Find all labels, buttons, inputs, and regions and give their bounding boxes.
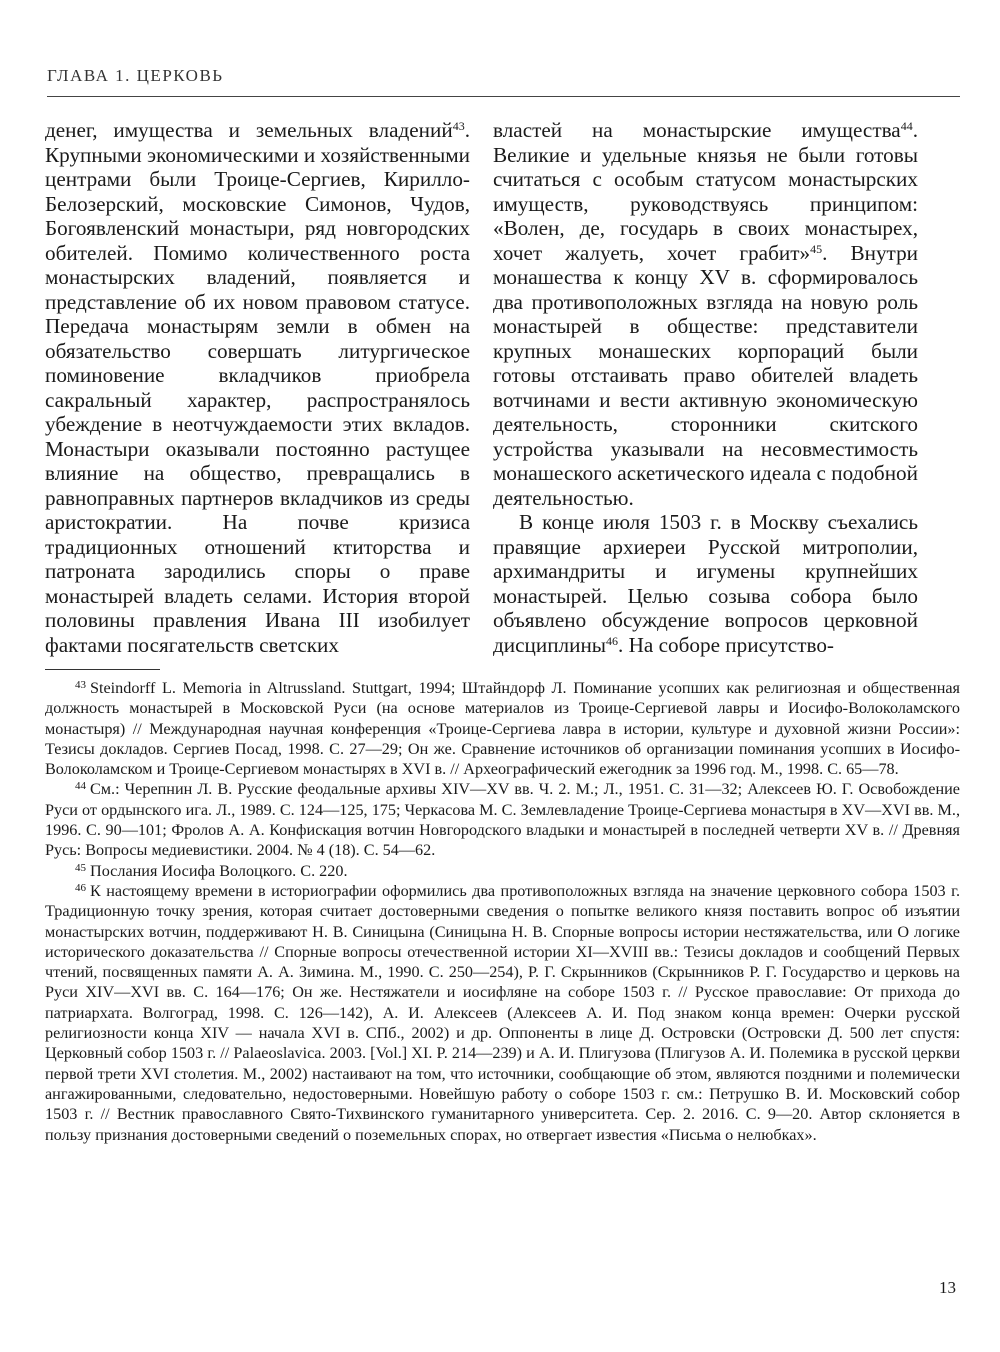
footnote-46	[45, 881, 960, 1145]
header-rule	[47, 96, 960, 97]
body-paragraph	[493, 118, 918, 510]
footnote-number: 43	[75, 679, 86, 691]
page-number: 13	[939, 1278, 956, 1297]
paragraph-text: властей на монастырские имущества	[493, 118, 901, 142]
footnote-ref[interactable]: 46	[606, 633, 619, 648]
footnote-ref[interactable]: 44	[900, 119, 913, 133]
footnote-number: 45	[75, 861, 86, 874]
paragraph-text: В конце июля 1503 г. в Москву съехались правящие архиереи Русской митрополии, архимандриты и игумены крупнейших монастырей. Целью созыва собора было объявлено обсуждение вопросов церковной дисциплины	[493, 510, 918, 657]
footnote-text: См.: Черепнин Л. В. Русские феодальные архивы XIV—XV вв. Ч. 2. М.; Л., 1951. С. 31—32; Алексеев Ю. Г. Освобождение Руси от ордынского ига. Л., 1989. С. 124—125, 175; Черкасова М. С. Землевладение Троице-Сергиева монастыря в XV—XVI вв. М., 1996. С. 90—101; Фролов А. А. Конфискация вотчин Новгородского владыки и монастырей в последней четверти XV в. // Древняя Русь: Вопросы медиевистики. 2004. № 4 (18). С. 54—62.	[45, 780, 960, 860]
footnote-43	[45, 678, 960, 779]
left-column	[45, 118, 470, 657]
running-head: ГЛАВА 1. ЦЕРКОВЬ	[47, 66, 224, 85]
footnote-text: Послания Иосифа Волоцкого. С. 220.	[90, 861, 348, 880]
footnote-separator	[45, 669, 160, 670]
paragraph-text: . Крупными экономическими и хозяйственными центрами были Троице-Сергиев, Кирилло-Белозерский, московские Симонов, Чудов, Богоявленский монастыри, ряд новгородских обителей. Помимо количественного роста монастырских владений, появляется и представление об их новом правовом статусе. Передача монастырям земли в обмен на обязательство совершать литургическое поминовение вкладчиков приобрела сакральный характер, распространялось убеждение в неотчуждаемости этих вкладов. Монастыри оказывали постоянно растущее влияние на общество, превращались в равноправных партнеров вкладчиков из среды аристократии. На почве кризиса традиционных отношений ктиторства и патроната зародились споры о праве монастырей владеть селами. История второй половины правления Ивана III изобилует фактами посягательств светских	[45, 118, 470, 657]
paragraph-text: . На соборе присутство-	[618, 632, 834, 657]
footnote-number: 46	[75, 881, 86, 894]
footnote-text: Steindorff L. Memoria in Altrussland. Stuttgart, 1994; Штайндорф Л. Поминание усопших как религиозная и общественная должность монастырей в Московской Руси (на основе материалов из Троице-Сергиевой лавры и Иосифо-Волоколамского монастыря) // Международная научная конференция «Троице-Сергиева лавра в истории, культуре и духовной жизни России»: Тезисы докладов. Сергиев Посад, 1998. С. 27—29; Он же. Сравнение источников об организации поминания усопших в Иосифо-Волоколамском и Троице-Сергиевом монастырях в XVI в. // Археографический ежегодник за 1996 год. М., 1998. С. 65—78.	[45, 679, 960, 779]
paragraph-text: денег, имущества и земельных владений	[45, 118, 453, 142]
footnote-45	[45, 861, 960, 881]
paragraph-text: . Внутри монашества к концу XV в. сформировалось два противоположных взгляда на новую роль монастырей в обществе: представители крупных монашеских корпораций были готовы отстаивать право обителей владеть вотчинами и вести активную экономическую деятельность, сторонники скитского устройства указывали на несовместимость монашеского аскетического идеала с подобной деятельностью.	[493, 240, 919, 510]
paragraph-text: . Великие и удельные князья не были готовы считаться с особым статусом монастырских имуществ, руководствуясь принципом: «Волен, де, государь в своих монастырех, хочет жалуеть, хочет грабит»	[493, 118, 918, 265]
footnotes	[45, 678, 960, 1145]
footnote-ref[interactable]: 43	[452, 119, 465, 133]
footnote-ref[interactable]: 45	[810, 241, 823, 256]
footnote-number: 44	[75, 780, 86, 793]
footnote-44	[45, 779, 960, 860]
body-paragraph	[45, 118, 470, 657]
footnote-text: К настоящему времени в историографии оформились два противоположных взгляда на значение церковного собора 1503 г. Традиционную точку зрения, которая считает достоверными сведения о попытке великого князя поставить вопрос об изъятии монастырских вотчин, поддерживают Н. В. Синицына (Синицына Н. В. Спорные вопросы истории нестяжательства, или О логике исторического доказательства // Спорные вопросы отечественной истории XI—XVIII вв.: Тезисы докладов и сообщений Первых чтений, посвященных памяти А. А. Зимина. М., 1990. С. 250—254), Р. Г. Скрынников (Скрынников Р. Г. Государство и церковь на Руси XIV—XVI вв. С. 164—176; Он же. Нестяжатели и иосифляне на соборе 1503 г. // Русское православие: От прихода до патриархата. Волгоград, 1998. С. 126—142), А. И. Алексеев (Алексеев А. И. Под знаком конца времен: Очерки русской религиозности конца XIV — начала XVI в. СПб., 2002) и др. Оппоненты в лице Д. Островски (Островски Д. 500 лет спустя: Церковный собор 1503 г. // Palaeoslavica. 2003. [Vol.] XI. P. 214—239) и А. И. Плигузова (Плигузов А. И. Полемика в русской церкви первой трети XVI столетия. М., 2002) настаивают на том, что источники, сообщающие об этом, являются поздними и полемически ангажированными, следовательно, недостоверными. Новейшую работу о соборе 1503 г. см.: Петрушко В. И. Московский собор 1503 г. // Вестник православного Свято-Тихвинского гуманитарного университета. Сер. 2. 2016. С. 9—20. Автор склоняется в пользу признания достоверными сведений о поземельных спорах, но отвергает известия «Письма о нелюбках».	[45, 881, 960, 1144]
right-column	[493, 118, 918, 657]
body-paragraph	[493, 510, 918, 657]
